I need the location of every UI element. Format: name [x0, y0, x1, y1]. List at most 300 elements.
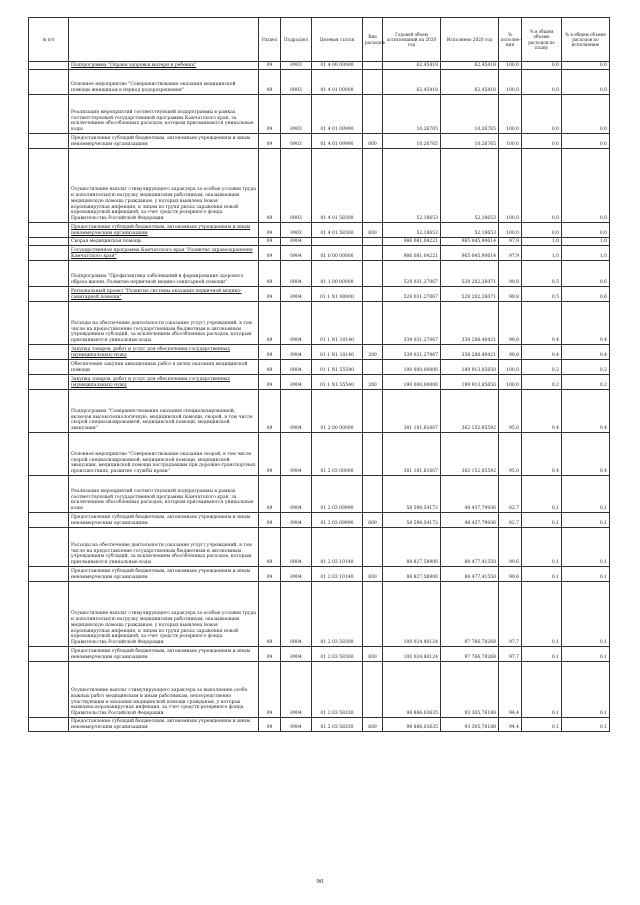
row-execution-percent: 100,0: [499, 70, 522, 95]
row-executed: 528 202,26071: [441, 287, 499, 302]
table-row: [29, 62, 610, 70]
header-target-article: Целевая статья: [312, 18, 363, 62]
row-target-article: 01 1 N1 55540: [312, 360, 363, 375]
row-razdel: 09: [259, 360, 281, 375]
table-row: [29, 390, 610, 433]
row-num: [29, 476, 69, 513]
table-row: [29, 375, 610, 390]
row-expense-type: [363, 246, 383, 261]
row-podrazdel: 0904: [281, 345, 312, 360]
page-number: 90: [316, 879, 324, 885]
row-podrazdel: 0904: [281, 375, 312, 390]
row-execution-percent: 94,4: [499, 718, 522, 732]
row-expense-type: 600: [363, 567, 383, 582]
row-expense-type: 200: [363, 345, 383, 360]
row-expense-type: [363, 95, 383, 134]
row-execution-percent: 95,0: [499, 390, 522, 433]
row-razdel: 09: [259, 582, 281, 647]
row-target-article: 01 1 N1 55540: [312, 375, 363, 390]
row-annual-plan: 10,26765: [383, 134, 441, 149]
row-num: [29, 261, 69, 287]
row-annual-plan: 62,45418: [383, 62, 441, 70]
table-row: [29, 718, 610, 732]
row-share-plan: 0,1: [522, 662, 562, 718]
row-execution-percent: 99,6: [499, 567, 522, 582]
row-name: Подпрограмма "Профилактика заболеваний и формирование здорового образа жизни. Развитие первичной медико-санитарной помощи": [69, 261, 259, 287]
row-num: [29, 718, 69, 732]
row-name: Региональный проект "Развитие системы оказания первичной медико-санитарной помощи": [69, 287, 259, 302]
row-annual-plan: 98 886,03635: [383, 662, 441, 718]
row-executed: 965 045,90614: [441, 238, 499, 246]
row-executed: 88 477,41550: [441, 528, 499, 567]
table-row: [29, 261, 610, 287]
row-razdel: 09: [259, 513, 281, 528]
row-share-plan: 0,1: [522, 647, 562, 662]
table-row: [29, 360, 610, 375]
row-target-article: 01 2 03 58330: [312, 662, 363, 718]
row-share-fact: 0,4: [562, 390, 610, 433]
row-annual-plan: 52,18653: [383, 149, 441, 223]
row-razdel: 09: [259, 149, 281, 223]
row-execution-percent: 100,0: [499, 149, 522, 223]
row-share-fact: 0,0: [562, 134, 610, 149]
row-annual-plan: 339 031,27067: [383, 345, 441, 360]
row-share-plan: 0,4: [522, 390, 562, 433]
row-name: Подпрограмма "Совершенствование оказания специализированной, включая высокотехнологичную, медицинской помощи, скорой, в том числе скорой специализированной, медицинской помощи, медицинской эвакуации": [69, 390, 259, 433]
row-execution-percent: 100,0: [499, 62, 522, 70]
row-podrazdel: 0904: [281, 238, 312, 246]
row-share-fact: 0,2: [562, 360, 610, 375]
row-execution-percent: 97,9: [499, 246, 522, 261]
row-share-plan: 0,1: [522, 718, 562, 732]
row-share-fact: 0,4: [562, 433, 610, 476]
row-num: [29, 223, 69, 238]
row-execution-percent: 82,7: [499, 513, 522, 528]
row-target-article: 01 2 03 58300: [312, 647, 363, 662]
row-podrazdel: 0903: [281, 223, 312, 238]
row-name: Государственная программа Камчатского края "Развитие здравоохранения Камчатского края": [69, 246, 259, 261]
row-name: Реализация мероприятий соответствующей подпрограммы в рамках соответствующей государственной программы Камчатского края, за исключением обособленных расходов, которым присваиваются уникальные коды: [69, 476, 259, 513]
row-execution-percent: 99,8: [499, 302, 522, 345]
row-razdel: 09: [259, 662, 281, 718]
row-annual-plan: 88 827,58900: [383, 528, 441, 567]
row-execution-percent: 100,0: [499, 375, 522, 390]
row-expense-type: [363, 302, 383, 345]
row-share-fact: 0,1: [562, 476, 610, 513]
header-name: [69, 18, 259, 62]
row-target-article: 01 2 03 10140: [312, 567, 363, 582]
table-row: [29, 246, 610, 261]
row-share-fact: 0,1: [562, 647, 610, 662]
row-target-article: 01 4 01 58300: [312, 223, 363, 238]
row-execution-percent: 99,6: [499, 528, 522, 567]
row-expense-type: 600: [363, 223, 383, 238]
row-podrazdel: 0903: [281, 149, 312, 223]
header-podrazdel: Подраздел: [281, 18, 312, 62]
row-annual-plan: 62,45418: [383, 70, 441, 95]
row-share-fact: 1,0: [562, 246, 610, 261]
row-target-article: 01 0 00 00000: [312, 246, 363, 261]
row-target-article: 01 1 N1 10140: [312, 302, 363, 345]
row-share-fact: 0,4: [562, 302, 610, 345]
row-target-article: 01 2 03 09990: [312, 513, 363, 528]
row-share-plan: 0,0: [522, 149, 562, 223]
row-executed: 97 766,78268: [441, 647, 499, 662]
row-share-fact: 0,6: [562, 261, 610, 287]
row-executed: 189 913,85650: [441, 375, 499, 390]
row-executed: 52,18653: [441, 149, 499, 223]
row-target-article: 01 1 N1 00000: [312, 287, 363, 302]
row-podrazdel: 0904: [281, 582, 312, 647]
row-annual-plan: 190 000,00000: [383, 360, 441, 375]
row-executed: 52,18653: [441, 223, 499, 238]
row-annual-plan: 100 024,80124: [383, 647, 441, 662]
header-share-plan: % в общем объеме расходов по плану: [522, 18, 562, 62]
row-name: Предоставление субсидий бюджетным, автономным учреждениям и иным некоммерческим организациям: [69, 647, 259, 662]
row-podrazdel: 0904: [281, 647, 312, 662]
row-share-fact: 0,1: [562, 582, 610, 647]
row-num: [29, 513, 69, 528]
row-target-article: 01 4 00 00000: [312, 62, 363, 70]
row-expense-type: 600: [363, 513, 383, 528]
row-podrazdel: 0904: [281, 513, 312, 528]
row-executed: 62,45418: [441, 70, 499, 95]
row-expense-type: [363, 476, 383, 513]
row-expense-type: [363, 287, 383, 302]
row-share-plan: 0,1: [522, 476, 562, 513]
row-expense-type: [363, 62, 383, 70]
row-expense-type: 200: [363, 375, 383, 390]
table-row: [29, 238, 610, 246]
row-name: Осуществление выплат стимулирующего характера за выполнение особо важных работ медицинским и иным работникам, непосредственно участвующим в оказании медицинской помощи гражданам, у которых выявлена коронавирусная инфекция, за счет средств резервного фонда Правительства Российской Федерации: [69, 662, 259, 718]
row-executed: 528 202,26071: [441, 261, 499, 287]
row-expense-type: [363, 360, 383, 375]
row-share-plan: 0,2: [522, 360, 562, 375]
row-expense-type: [363, 70, 383, 95]
row-share-fact: 0,0: [562, 62, 610, 70]
row-razdel: 09: [259, 718, 281, 732]
table-row: [29, 582, 610, 647]
row-executed: 338 288,40421: [441, 302, 499, 345]
row-razdel: 09: [259, 302, 281, 345]
row-share-plan: 0,5: [522, 287, 562, 302]
row-share-fact: 0,1: [562, 718, 610, 732]
row-execution-percent: 94,4: [499, 662, 522, 718]
table-row: [29, 345, 610, 360]
row-expense-type: [363, 528, 383, 567]
row-share-fact: 0,1: [562, 567, 610, 582]
row-razdel: 09: [259, 261, 281, 287]
row-podrazdel: 0904: [281, 718, 312, 732]
row-annual-plan: 10,26765: [383, 95, 441, 134]
row-razdel: 09: [259, 433, 281, 476]
row-executed: 88 477,41550: [441, 567, 499, 582]
row-target-article: 01 2 03 58300: [312, 582, 363, 647]
row-execution-percent: 82,7: [499, 476, 522, 513]
row-podrazdel: 0904: [281, 390, 312, 433]
row-podrazdel: 0903: [281, 134, 312, 149]
row-target-article: 01 1 N1 10140: [312, 345, 363, 360]
row-share-plan: 0,0: [522, 223, 562, 238]
row-annual-plan: 52,18653: [383, 223, 441, 238]
row-name: Расходы на обеспечение деятельности (оказание услуг) учреждений, в том числе на предоставление государственным бюджетным и автономным учреждениям субсидий, за исключением обособленных расходов, которым присваиваются уникальные коды: [69, 528, 259, 567]
row-num: [29, 70, 69, 95]
row-annual-plan: 58 598,54172: [383, 476, 441, 513]
row-target-article: [312, 238, 363, 246]
row-share-plan: 1,0: [522, 238, 562, 246]
row-podrazdel: 0904: [281, 476, 312, 513]
row-annual-plan: 88 827,58900: [383, 567, 441, 582]
row-target-article: 01 4 01 09990: [312, 95, 363, 134]
row-name: Обеспечение закупки авиационных работ в целях оказания медицинской помощи: [69, 360, 259, 375]
row-execution-percent: 99,8: [499, 287, 522, 302]
row-annual-plan: 190 000,00000: [383, 375, 441, 390]
row-share-plan: 0,1: [522, 582, 562, 647]
row-razdel: 09: [259, 223, 281, 238]
row-execution-percent: 99,8: [499, 345, 522, 360]
row-razdel: 09: [259, 95, 281, 134]
header-share-fact: % в общем объеме расходов по исполнению: [562, 18, 610, 62]
row-annual-plan: 986 081,04221: [383, 246, 441, 261]
row-executed: 93 305,76188: [441, 718, 499, 732]
header-annual-plan: Годовой объем ассигнований на 2020 год: [383, 18, 441, 62]
row-expense-type: [363, 582, 383, 647]
row-share-plan: 0,0: [522, 95, 562, 134]
row-executed: 62,45418: [441, 62, 499, 70]
row-target-article: 01 2 03 10140: [312, 528, 363, 567]
row-executed: 10,26765: [441, 95, 499, 134]
row-executed: 48 437,79936: [441, 513, 499, 528]
row-name: Предоставление субсидий бюджетным, автономным учреждениям и иным некоммерческим организациям: [69, 223, 259, 238]
row-razdel: 09: [259, 528, 281, 567]
row-num: [29, 360, 69, 375]
row-expense-type: 600: [363, 647, 383, 662]
row-name: Закупка товаров, работ и услуг для обеспечения государственных (муниципальных) нужд: [69, 375, 259, 390]
row-target-article: 01 2 03 00000: [312, 433, 363, 476]
row-executed: 338 288,40421: [441, 345, 499, 360]
row-share-plan: 0,1: [522, 528, 562, 567]
row-execution-percent: 100,0: [499, 223, 522, 238]
row-num: [29, 647, 69, 662]
row-execution-percent: 95,0: [499, 433, 522, 476]
row-execution-percent: 100,0: [499, 95, 522, 134]
row-share-fact: 0,6: [562, 287, 610, 302]
row-annual-plan: 100 024,80124: [383, 582, 441, 647]
row-annual-plan: 381 181,61607: [383, 433, 441, 476]
row-name: Основное мероприятие "Совершенствование оказания скорой, в том числе скорой специализированной, медицинской помощи, медицинской эвакуации, медицинской помощи пострадавшим при дорожно-транспортных происшествиях, развитие службы крови": [69, 433, 259, 476]
row-executed: 362 152,85592: [441, 390, 499, 433]
row-num: [29, 287, 69, 302]
row-expense-type: [363, 238, 383, 246]
row-razdel: 09: [259, 238, 281, 246]
row-target-article: 01 4 01 00000: [312, 70, 363, 95]
row-execution-percent: 100,0: [499, 360, 522, 375]
table-row: [29, 567, 610, 582]
row-name: Реализация мероприятий соответствующей подпрограммы в рамках соответствующей государственной программы Камчатского края, за исключением обособленных расходов, которым присваиваются уникальные коды: [69, 95, 259, 134]
row-podrazdel: 0904: [281, 433, 312, 476]
row-name: Предоставление субсидий бюджетным, автономным учреждениям и иным некоммерческим организациям: [69, 567, 259, 582]
row-num: [29, 375, 69, 390]
row-razdel: 09: [259, 647, 281, 662]
row-execution-percent: 97,9: [499, 238, 522, 246]
table-row: [29, 149, 610, 223]
row-razdel: 09: [259, 70, 281, 95]
row-podrazdel: 0904: [281, 528, 312, 567]
row-expense-type: [363, 390, 383, 433]
row-razdel: 09: [259, 134, 281, 149]
row-num: [29, 149, 69, 223]
table-row: [29, 95, 610, 134]
row-num: [29, 345, 69, 360]
row-num: [29, 528, 69, 567]
row-num: [29, 238, 69, 246]
header-expense-type: Вид расходов: [363, 18, 383, 62]
row-share-fact: 0,0: [562, 149, 610, 223]
row-annual-plan: 529 031,27067: [383, 287, 441, 302]
row-share-plan: 0,4: [522, 302, 562, 345]
row-share-fact: 0,0: [562, 95, 610, 134]
row-name: Предоставление субсидий бюджетным, автономным учреждениям и иным некоммерческим организациям: [69, 513, 259, 528]
row-executed: 189 913,85650: [441, 360, 499, 375]
row-share-fact: 1,0: [562, 238, 610, 246]
row-num: [29, 302, 69, 345]
row-podrazdel: 0904: [281, 567, 312, 582]
row-podrazdel: 0903: [281, 70, 312, 95]
table-row: [29, 476, 610, 513]
row-expense-type: [363, 261, 383, 287]
budget-table-sheet: [28, 17, 609, 732]
row-annual-plan: 381 181,61607: [383, 390, 441, 433]
row-execution-percent: 100,0: [499, 134, 522, 149]
table-row: [29, 528, 610, 567]
row-name: Подпрограмма "Охрана здоровья матери и ребенка": [69, 62, 259, 70]
row-name: Осуществление выплат стимулирующего характера за особые условия труда и дополнительную нагрузку медицинским работникам, оказывающим медицинскую помощь гражданам, у которых выявлена новая коронавирусная инфекция, и лицам из групп риска заражения новой коронавирусной инфекцией, за счет средств резервного фонда Правительства Российской Федерации: [69, 149, 259, 223]
table-row: [29, 287, 610, 302]
row-share-fact: 0,0: [562, 223, 610, 238]
row-target-article: 01 2 03 58330: [312, 718, 363, 732]
row-executed: 97 766,78268: [441, 582, 499, 647]
row-share-fact: 0,0: [562, 70, 610, 95]
row-num: [29, 567, 69, 582]
row-executed: 362 152,85592: [441, 433, 499, 476]
row-share-fact: 0,2: [562, 375, 610, 390]
row-name: Закупка товаров, работ и услуг для обеспечения государственных (муниципальных) нужд: [69, 345, 259, 360]
row-razdel: 09: [259, 287, 281, 302]
row-razdel: 09: [259, 62, 281, 70]
table-row: [29, 647, 610, 662]
row-target-article: 01 2 03 09990: [312, 476, 363, 513]
row-podrazdel: 0904: [281, 662, 312, 718]
row-expense-type: 600: [363, 134, 383, 149]
row-share-fact: 0,1: [562, 513, 610, 528]
row-executed: 10,26765: [441, 134, 499, 149]
row-num: [29, 246, 69, 261]
row-razdel: 09: [259, 345, 281, 360]
header-num: № п/п: [29, 18, 69, 62]
row-num: [29, 62, 69, 70]
row-podrazdel: 0904: [281, 246, 312, 261]
row-name: Основное мероприятие "Совершенствование оказания медицинской помощи женщинам в период родоразрешения": [69, 70, 259, 95]
row-executed: 965 045,90614: [441, 246, 499, 261]
row-share-plan: 0,1: [522, 567, 562, 582]
row-annual-plan: 98 886,03635: [383, 718, 441, 732]
budget-table: [28, 17, 610, 732]
row-annual-plan: 529 031,27067: [383, 261, 441, 287]
row-podrazdel: 0903: [281, 62, 312, 70]
header-execution-percent: % исполне-ния: [499, 18, 522, 62]
row-share-plan: 0,0: [522, 134, 562, 149]
table-body: [29, 62, 610, 732]
row-expense-type: 600: [363, 718, 383, 732]
row-share-plan: 0,2: [522, 375, 562, 390]
row-target-article: 01 2 00 00000: [312, 390, 363, 433]
row-num: [29, 95, 69, 134]
row-podrazdel: 0904: [281, 302, 312, 345]
row-num: [29, 134, 69, 149]
row-podrazdel: 0904: [281, 360, 312, 375]
table-header-row: [29, 18, 610, 62]
row-share-plan: 0,4: [522, 433, 562, 476]
header-executed: Исполнено 2020 год: [441, 18, 499, 62]
row-target-article: 01 4 01 09990: [312, 134, 363, 149]
row-share-fact: 0,1: [562, 528, 610, 567]
row-share-plan: 0,4: [522, 345, 562, 360]
row-expense-type: [363, 433, 383, 476]
row-podrazdel: 0904: [281, 287, 312, 302]
row-share-plan: 0,0: [522, 70, 562, 95]
row-share-plan: 0,5: [522, 261, 562, 287]
row-share-plan: 0,0: [522, 62, 562, 70]
row-share-plan: 1,0: [522, 246, 562, 261]
row-execution-percent: 97,7: [499, 582, 522, 647]
table-row: [29, 302, 610, 345]
table-row: [29, 513, 610, 528]
row-executed: 93 305,76188: [441, 662, 499, 718]
row-razdel: 09: [259, 375, 281, 390]
row-name: Осуществление выплат стимулирующего характера за особые условия труда и дополнительную нагрузку медицинским работникам, оказывающим медицинскую помощь гражданам, у которых выявлена новая коронавирусная инфекция, и лицам из групп риска заражения новой коронавирусной инфекцией, за счет средств резервного фонда Правительства Российской Федерации: [69, 582, 259, 647]
row-share-plan: 0,1: [522, 513, 562, 528]
table-row: [29, 70, 610, 95]
row-execution-percent: 97,7: [499, 647, 522, 662]
table-row: [29, 134, 610, 149]
row-name: Предоставление субсидий бюджетным, автономным учреждениям и иным некоммерческим организациям: [69, 718, 259, 732]
row-target-article: 01 1 00 00000: [312, 261, 363, 287]
row-num: [29, 662, 69, 718]
row-num: [29, 582, 69, 647]
row-share-fact: 0,1: [562, 662, 610, 718]
table-row: [29, 433, 610, 476]
row-share-fact: 0,4: [562, 345, 610, 360]
row-expense-type: [363, 662, 383, 718]
row-podrazdel: 0903: [281, 95, 312, 134]
row-expense-type: [363, 149, 383, 223]
row-annual-plan: 986 081,04221: [383, 238, 441, 246]
row-razdel: 09: [259, 567, 281, 582]
row-executed: 48 437,79936: [441, 476, 499, 513]
row-razdel: 09: [259, 476, 281, 513]
row-razdel: 09: [259, 246, 281, 261]
row-execution-percent: 99,8: [499, 261, 522, 287]
header-razdel: Раздел: [259, 18, 281, 62]
table-row: [29, 662, 610, 718]
row-num: [29, 390, 69, 433]
row-annual-plan: 58 598,54172: [383, 513, 441, 528]
row-podrazdel: 0904: [281, 261, 312, 287]
table-row: [29, 223, 610, 238]
row-name: Предоставление субсидий бюджетным, автономным учреждениям и иным некоммерческим организациям: [69, 134, 259, 149]
row-annual-plan: 339 031,27067: [383, 302, 441, 345]
row-target-article: 01 4 01 58300: [312, 149, 363, 223]
